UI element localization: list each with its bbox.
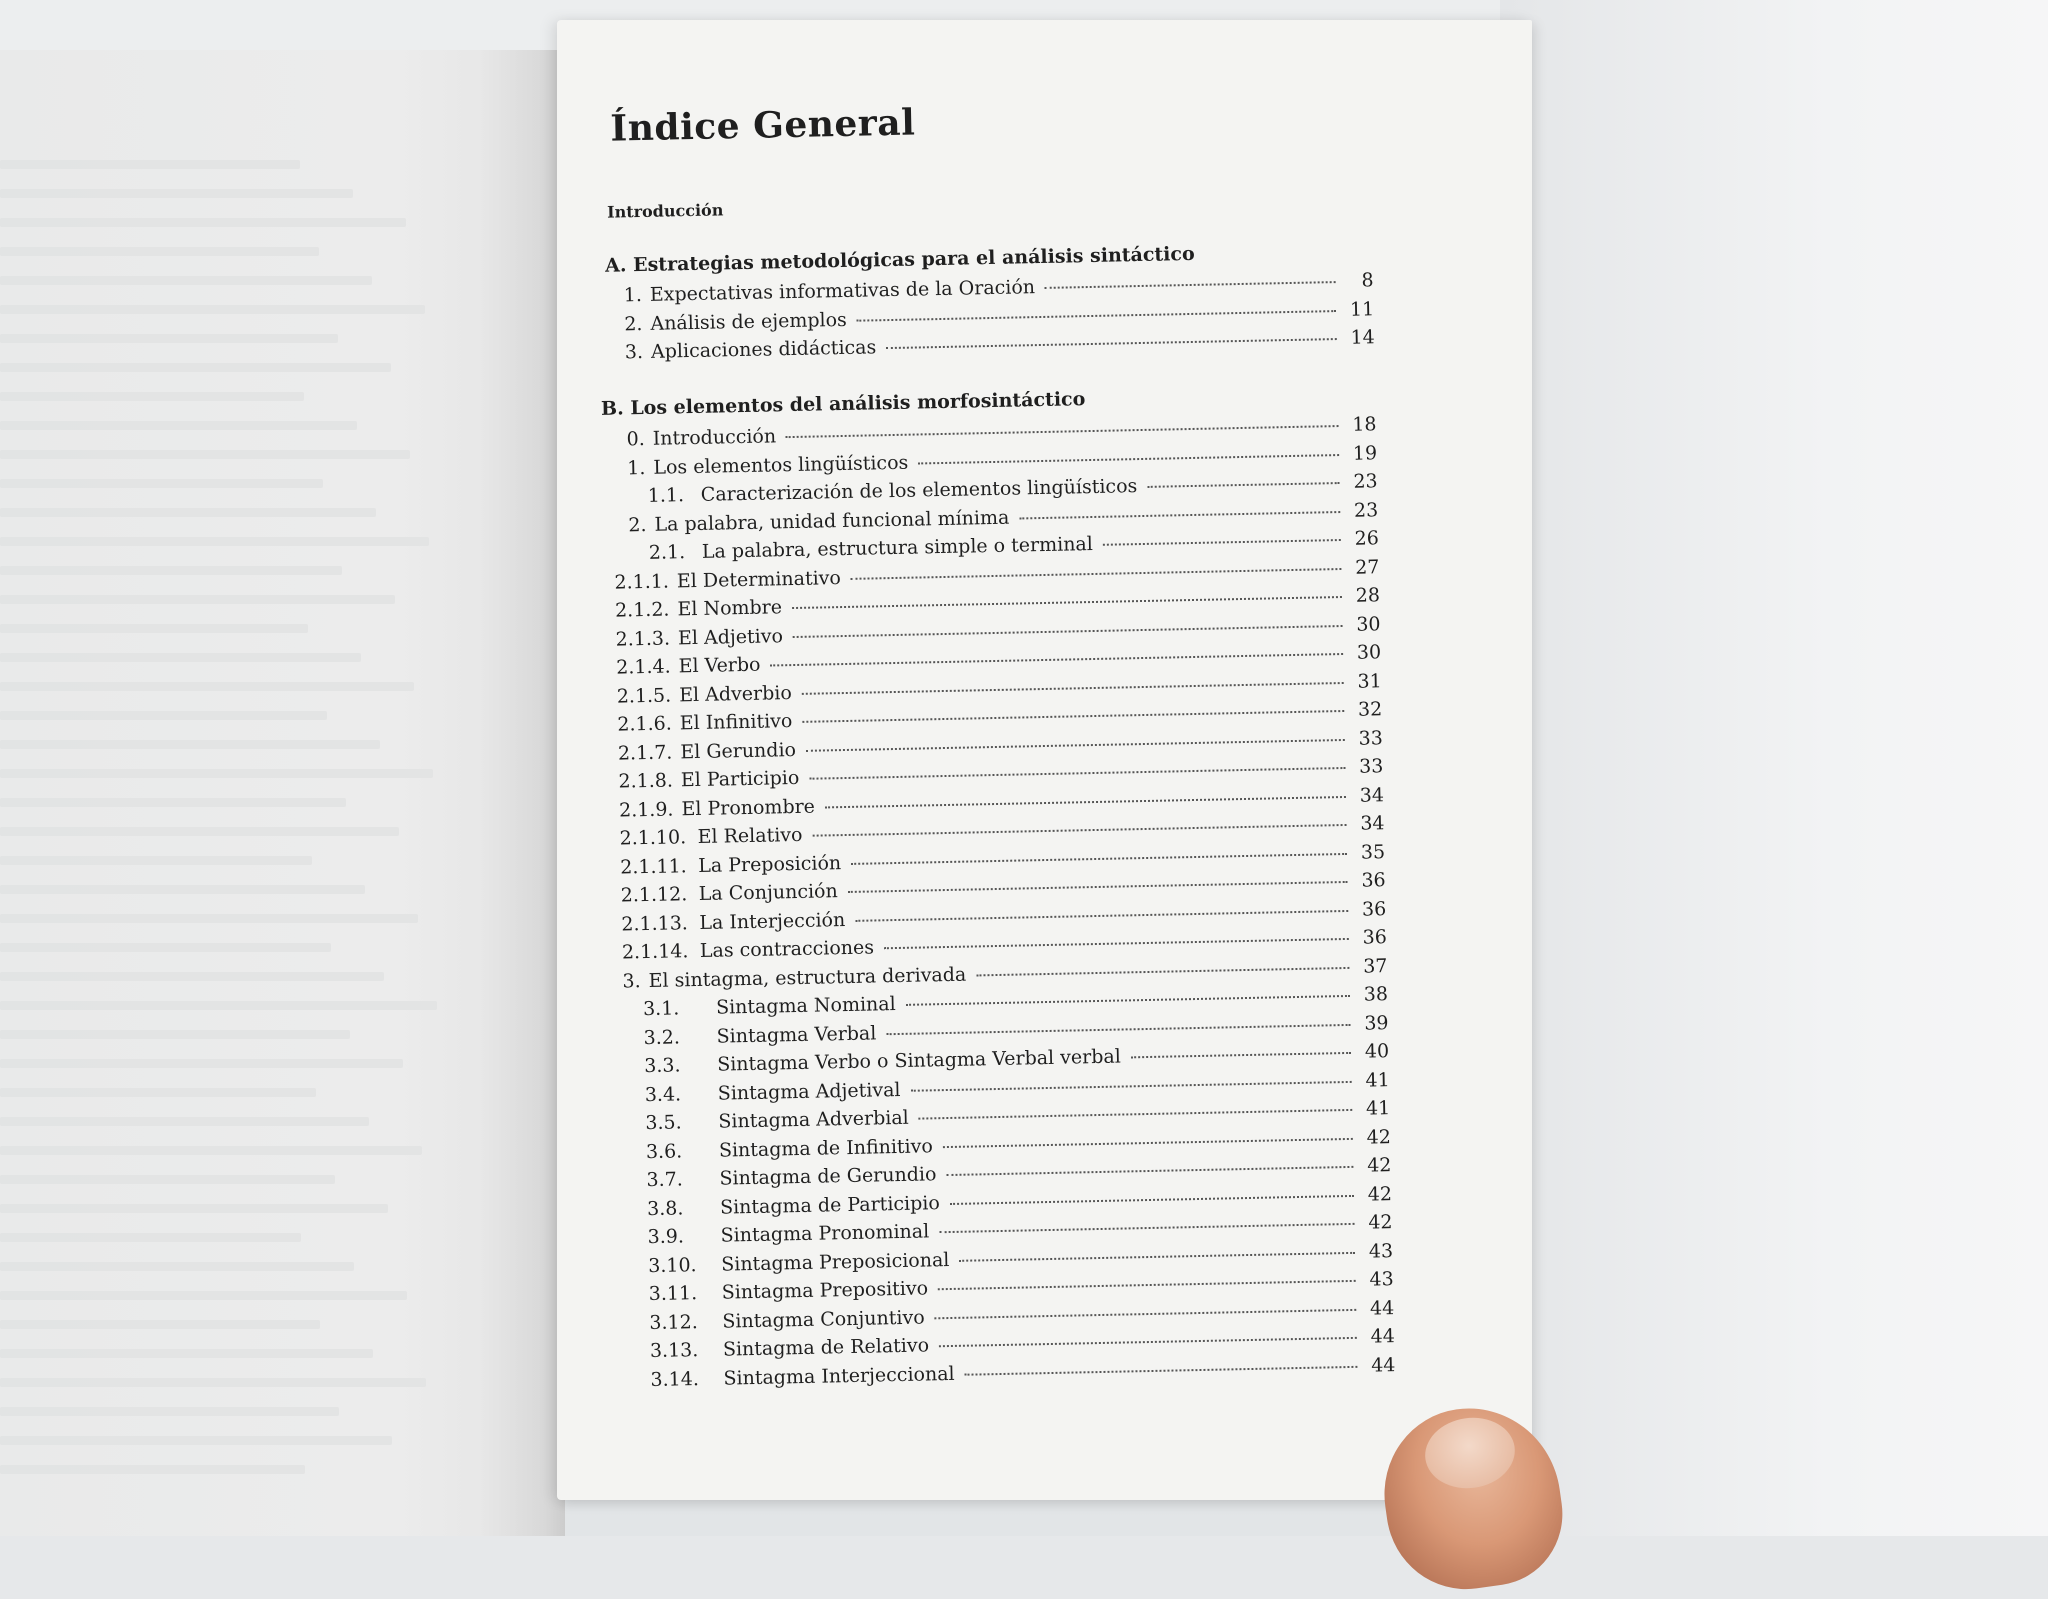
faded-text-line bbox=[0, 943, 331, 952]
toc-entry-page: 43 bbox=[1369, 1268, 1394, 1291]
faded-text-line bbox=[0, 1204, 388, 1213]
dot-leader bbox=[806, 738, 1345, 751]
toc-entry-label: Sintagma Conjuntivo bbox=[722, 1306, 925, 1333]
section-b-heading: B. Los elementos del análisis morfosintáctico bbox=[600, 388, 1086, 420]
toc-entry-page: 39 bbox=[1364, 1011, 1389, 1035]
faded-text-line bbox=[0, 508, 376, 517]
toc-entry-label: El Determinativo bbox=[676, 566, 842, 592]
toc-entry-number: 1.1. bbox=[647, 484, 685, 507]
faded-text-line bbox=[0, 653, 361, 662]
toc-entry-number: 2.1.9. bbox=[618, 797, 674, 822]
toc-entry-page: 34 bbox=[1359, 783, 1385, 807]
toc-entry-number: 2. bbox=[624, 312, 643, 335]
toc-entry-number: 3.9. bbox=[647, 1225, 685, 1249]
faded-text-line bbox=[0, 1001, 437, 1010]
toc-entry-page: 33 bbox=[1358, 755, 1384, 778]
toc-entry-page: 43 bbox=[1368, 1239, 1394, 1263]
toc-entry-page: 26 bbox=[1354, 527, 1380, 550]
dot-leader bbox=[939, 1337, 1357, 1347]
dot-leader bbox=[918, 454, 1339, 464]
toc-entry-label: El Adjetivo bbox=[677, 624, 784, 649]
toc-entry-label: Sintagma Interjeccional bbox=[723, 1362, 955, 1390]
toc-entry-page: 18 bbox=[1352, 413, 1377, 436]
toc-entry-label: Sintagma Verbo o Sintagma Verbal verbal bbox=[717, 1045, 1122, 1076]
book-gutter-shadow bbox=[480, 50, 565, 1536]
dot-leader bbox=[910, 1080, 1351, 1091]
toc-entry-page: 28 bbox=[1355, 584, 1381, 607]
dot-leader bbox=[1131, 1052, 1351, 1058]
intro-heading: Introducción bbox=[606, 200, 724, 222]
toc-entry-label: Sintagma de Participio bbox=[719, 1191, 940, 1219]
faded-text-line bbox=[0, 624, 308, 633]
toc-entry-number: 3.11. bbox=[648, 1282, 698, 1306]
toc-entry-page: 23 bbox=[1353, 498, 1379, 522]
faded-text-line bbox=[0, 972, 384, 981]
toc-entry-number: 2.1.2. bbox=[614, 598, 670, 622]
toc-entry-label: Expectativas informativas de la Oración bbox=[649, 276, 1036, 306]
toc-entry-label: Aplicaciones didácticas bbox=[650, 336, 877, 363]
faded-text-line bbox=[0, 885, 365, 894]
toc-entry-label: La Interjección bbox=[699, 908, 846, 934]
toc-entry-number: 3.14. bbox=[650, 1367, 700, 1391]
faded-text-line bbox=[0, 1291, 407, 1300]
dot-leader bbox=[793, 625, 1343, 638]
toc-entry-number: 2.1.8. bbox=[618, 769, 674, 793]
dot-leader bbox=[886, 1023, 1350, 1034]
toc-entry-label: Sintagma Pronominal bbox=[720, 1220, 930, 1247]
toc-entry-number: 2. bbox=[628, 513, 647, 536]
toc-entry-page: 33 bbox=[1358, 726, 1384, 750]
dot-leader bbox=[959, 1251, 1355, 1261]
toc-entry-page: 27 bbox=[1354, 555, 1380, 579]
toc-entry-label: La Conjunción bbox=[698, 880, 838, 905]
faded-text-line bbox=[0, 1262, 354, 1271]
toc-entry-label: La Preposición bbox=[698, 851, 842, 877]
toc-entry-number: 2.1. bbox=[648, 541, 686, 564]
toc-entry-page: 35 bbox=[1360, 840, 1386, 864]
toc-entry-page: 42 bbox=[1367, 1182, 1393, 1206]
faded-text-line bbox=[0, 711, 327, 720]
faded-text-line bbox=[0, 1117, 369, 1126]
faded-text-line bbox=[0, 1378, 426, 1387]
dot-leader bbox=[919, 1109, 1353, 1120]
section-a-heading: A. Estrategias metodológicas para el análisis sintáctico bbox=[604, 242, 1195, 277]
toc-entry-page: 37 bbox=[1362, 954, 1388, 978]
toc-entry-number: 3.5. bbox=[645, 1111, 682, 1135]
toc-entry-page: 31 bbox=[1357, 669, 1382, 693]
toc-entry-page: 19 bbox=[1352, 441, 1378, 465]
toc-entry-page: 34 bbox=[1360, 812, 1385, 835]
faded-text-line bbox=[0, 334, 338, 343]
faded-text-line bbox=[0, 479, 323, 488]
dot-leader bbox=[851, 852, 1347, 864]
toc-entry-label: Sintagma Adverbial bbox=[718, 1106, 909, 1133]
toc-entry-page: 32 bbox=[1357, 698, 1383, 721]
toc-entry-page: 44 bbox=[1369, 1296, 1395, 1320]
toc-entry-label: Sintagma Nominal bbox=[715, 993, 896, 1019]
toc-entry-number: 2.1.11. bbox=[620, 854, 687, 879]
toc-entry-label: La palabra, estructura simple o terminal bbox=[701, 532, 1094, 563]
dot-leader bbox=[1147, 482, 1339, 488]
dot-leader bbox=[884, 938, 1349, 949]
toc-entry-label: Las contracciones bbox=[699, 936, 875, 962]
dot-leader bbox=[812, 824, 1346, 837]
faded-text-line bbox=[0, 537, 429, 546]
dot-leader bbox=[802, 681, 1344, 694]
dot-leader bbox=[943, 1137, 1353, 1147]
faded-text-line bbox=[0, 1175, 335, 1184]
toc-entry-number: 2.1.12. bbox=[620, 883, 688, 907]
toc-entry-number: 3.7. bbox=[646, 1168, 684, 1192]
toc-entry-label: El Adverbio bbox=[678, 681, 792, 706]
dot-leader bbox=[786, 425, 1338, 438]
dot-leader bbox=[965, 1365, 1358, 1375]
toc-entry-page: 30 bbox=[1356, 641, 1382, 664]
toc-entry-number: 3. bbox=[622, 969, 641, 993]
faded-text-line bbox=[0, 1030, 350, 1039]
toc-entry-label: Sintagma de Infinitivo bbox=[718, 1134, 934, 1162]
faded-text-line bbox=[0, 1465, 305, 1474]
toc-entry-label: El Relativo bbox=[697, 823, 803, 848]
toc-entry-label: El Pronombre bbox=[681, 795, 816, 820]
toc-entry-page: 42 bbox=[1366, 1125, 1392, 1149]
toc-entry-number: 3.1. bbox=[642, 997, 680, 1021]
dot-leader bbox=[938, 1280, 1356, 1290]
toc-entry-label: Sintagma Prepositivo bbox=[721, 1277, 929, 1304]
dot-leader bbox=[792, 596, 1342, 609]
toc-entry-page: 36 bbox=[1361, 869, 1386, 892]
dot-leader bbox=[848, 881, 1348, 893]
faded-text-line bbox=[0, 1146, 422, 1155]
dot-leader bbox=[976, 966, 1349, 975]
table-surface-right bbox=[1500, 0, 2048, 1536]
toc-entry-number: 3.3. bbox=[644, 1054, 681, 1078]
toc-entry-number: 3. bbox=[624, 340, 644, 364]
faded-text-line bbox=[0, 392, 304, 401]
faded-text-line bbox=[0, 1349, 373, 1358]
toc-entry-label: Análisis de ejemplos bbox=[650, 308, 847, 335]
toc-entry-label: Los elementos lingüísticos bbox=[653, 451, 909, 479]
toc-entry-number: 2.1.10. bbox=[619, 826, 687, 850]
toc-entry-label: Sintagma Verbal bbox=[716, 1021, 877, 1048]
faded-text-line bbox=[0, 682, 414, 691]
faded-text-line bbox=[0, 189, 353, 198]
toc-entry-number: 3.12. bbox=[649, 1310, 698, 1334]
dot-leader bbox=[855, 909, 1348, 921]
toc-entry-number: 2.1.14. bbox=[621, 940, 689, 964]
faded-text-line bbox=[0, 276, 372, 285]
toc-entry-label: El Verbo bbox=[678, 653, 761, 678]
toc-entry-page: 41 bbox=[1365, 1097, 1391, 1120]
toc-entry-number: 1. bbox=[627, 456, 646, 479]
toc-entry-number: 2.1.7. bbox=[617, 740, 673, 765]
faded-text-line bbox=[0, 914, 418, 923]
dot-leader bbox=[906, 995, 1350, 1006]
toc-entry-page: 14 bbox=[1350, 326, 1375, 349]
page-title: Índice General bbox=[609, 101, 916, 150]
toc-entry-page: 36 bbox=[1361, 897, 1387, 921]
faded-text-line bbox=[0, 450, 410, 459]
faded-text-line bbox=[0, 247, 319, 256]
toc-entry-label: Caracterización de los elementos lingüísticos bbox=[700, 475, 1138, 506]
toc-entry-label: El Gerundio bbox=[680, 738, 797, 763]
toc-entry-page: 36 bbox=[1362, 926, 1388, 949]
toc-entry-label: La palabra, unidad funcional mínima bbox=[654, 506, 1010, 536]
faded-text-line bbox=[0, 595, 395, 604]
dot-leader bbox=[946, 1166, 1353, 1176]
faded-text-line bbox=[0, 1320, 320, 1329]
dot-leader bbox=[1103, 539, 1341, 546]
toc-entry-number: 1. bbox=[623, 283, 643, 307]
dot-leader bbox=[886, 338, 1337, 349]
toc-entry-label: Sintagma de Relativo bbox=[722, 1334, 930, 1361]
faded-text-line bbox=[0, 827, 399, 836]
toc-entry-number: 2.1.5. bbox=[616, 683, 672, 708]
toc-entry-page: 30 bbox=[1356, 612, 1381, 636]
faded-text-line bbox=[0, 218, 406, 227]
dot-leader bbox=[809, 767, 1345, 780]
toc-entry-number: 3.4. bbox=[644, 1082, 682, 1106]
toc-entry-page: 44 bbox=[1370, 1325, 1396, 1348]
dot-leader bbox=[1019, 511, 1340, 519]
toc-entry-label: El Infinitivo bbox=[679, 710, 793, 735]
toc-entry-page: 42 bbox=[1368, 1211, 1393, 1234]
toc-entry-number: 2.1.13. bbox=[621, 911, 689, 936]
faded-text-line bbox=[0, 740, 380, 749]
dot-leader bbox=[857, 310, 1336, 322]
dot-leader bbox=[939, 1223, 1354, 1233]
table-of-contents bbox=[590, 92, 1416, 1428]
faded-text-line bbox=[0, 305, 425, 314]
toc-entry-label: Sintagma Preposicional bbox=[721, 1248, 950, 1276]
toc-entry-number: 2.1.4. bbox=[616, 655, 671, 679]
faded-text-line bbox=[0, 1233, 301, 1242]
toc-entry-number: 3.10. bbox=[648, 1253, 697, 1277]
toc-entry-page: 41 bbox=[1365, 1068, 1390, 1092]
faded-text-line bbox=[0, 1436, 392, 1445]
toc-entry-number: 0. bbox=[626, 427, 646, 451]
toc-entry-page: 8 bbox=[1361, 269, 1374, 292]
toc-entry-label: El Nombre bbox=[677, 596, 783, 621]
dot-leader bbox=[825, 795, 1346, 807]
toc-entry-page: 23 bbox=[1353, 470, 1378, 493]
toc-entry-label: El sintagma, estructura derivada bbox=[648, 963, 967, 992]
faded-text-line bbox=[0, 1059, 403, 1068]
toc-entry-label: Introducción bbox=[652, 425, 777, 450]
toc-entry-page: 38 bbox=[1363, 983, 1389, 1006]
toc-entry-label: Sintagma Adjetival bbox=[717, 1078, 901, 1105]
dot-leader bbox=[935, 1308, 1357, 1318]
faded-text-line bbox=[0, 421, 357, 430]
faded-text-line bbox=[0, 566, 342, 575]
faded-text-line bbox=[0, 1407, 339, 1416]
toc-entry-page: 11 bbox=[1349, 297, 1375, 321]
dot-leader bbox=[851, 568, 1342, 580]
toc-entry-label: Sintagma de Gerundio bbox=[719, 1163, 937, 1190]
faded-text-line bbox=[0, 769, 433, 778]
toc-entry-number: 2.1.3. bbox=[615, 627, 671, 651]
faded-text-line bbox=[0, 798, 346, 807]
faded-text-line bbox=[0, 1088, 316, 1097]
dot-leader bbox=[1045, 281, 1336, 289]
toc-entry-number: 2.1.6. bbox=[617, 712, 672, 736]
toc-entry-page: 44 bbox=[1370, 1353, 1396, 1377]
toc-entry-number: 3.8. bbox=[646, 1196, 684, 1220]
toc-entry-number: 3.13. bbox=[649, 1339, 699, 1363]
toc-entry-label: El Participio bbox=[680, 766, 800, 792]
faded-text-line bbox=[0, 160, 300, 169]
faded-text-line bbox=[0, 363, 391, 372]
dot-leader bbox=[771, 653, 1344, 666]
toc-entry-number: 3.2. bbox=[643, 1025, 681, 1049]
toc-entry-number: 2.1.1. bbox=[614, 570, 670, 594]
dot-leader bbox=[802, 710, 1344, 723]
faded-text-line bbox=[0, 856, 312, 865]
toc-entry-number: 3.6. bbox=[645, 1139, 683, 1163]
dot-leader bbox=[950, 1194, 1354, 1204]
toc-entry-page: 40 bbox=[1364, 1040, 1390, 1063]
toc-entry-page: 42 bbox=[1366, 1154, 1392, 1177]
